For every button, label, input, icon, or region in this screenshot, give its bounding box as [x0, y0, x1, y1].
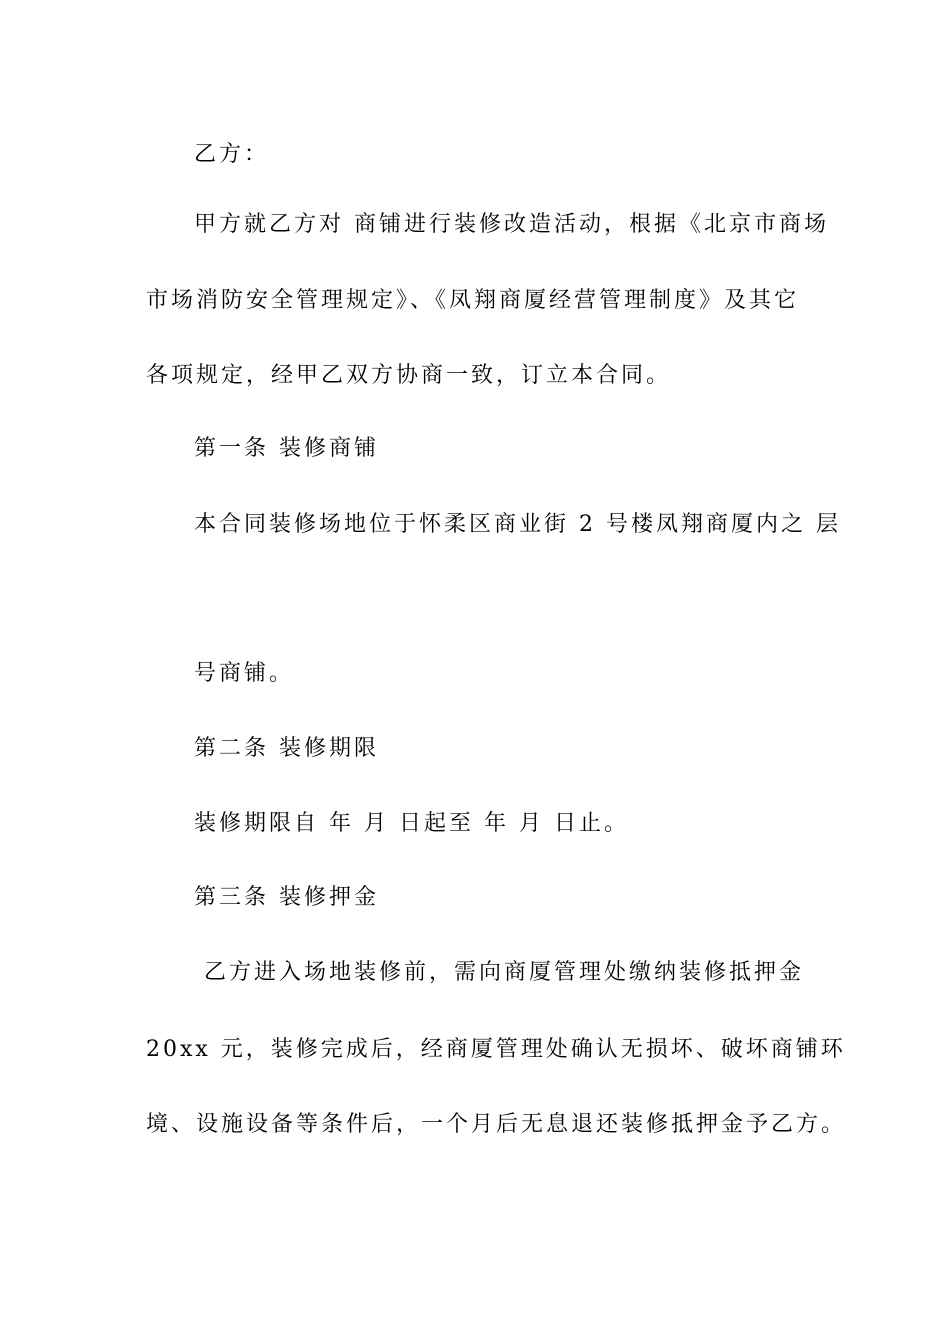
intro-line-3: 各项规定，经甲乙双方协商一致，订立本合同。	[146, 363, 672, 388]
intro-line-2: 市场消防安全管理规定》、《凤翔商厦经营管理制度》及其它	[146, 288, 800, 313]
article-2-line-1: 装修期限自 年 月 日起至 年 月 日止。	[194, 811, 629, 836]
party-b-label: 乙方：	[194, 142, 270, 167]
article-1-line-2: 号商铺。	[194, 661, 295, 686]
article-3-line-2: 20xx 元，装修完成后，经商厦管理处确认无损坏、破坏商铺环	[146, 1037, 846, 1062]
intro-line-1: 甲方就乙方对 商铺进行装修改造活动，根据《北京市商场	[194, 212, 829, 237]
article-1-line-1: 本合同装修场地位于怀柔区商业街 2 号楼凤翔商厦内之 层	[194, 512, 841, 537]
article-3-line-3: 境、设施设备等条件后，一个月后无息退还装修抵押金予乙方。	[146, 1112, 847, 1137]
article-2-heading: 第二条 装修期限	[194, 736, 379, 761]
article-3-line-1: 乙方进入场地装修前，需向商厦管理处缴纳装修抵押金	[194, 960, 804, 985]
article-1-heading: 第一条 装修商铺	[194, 436, 379, 461]
article-3-heading: 第三条 装修押金	[194, 885, 379, 910]
